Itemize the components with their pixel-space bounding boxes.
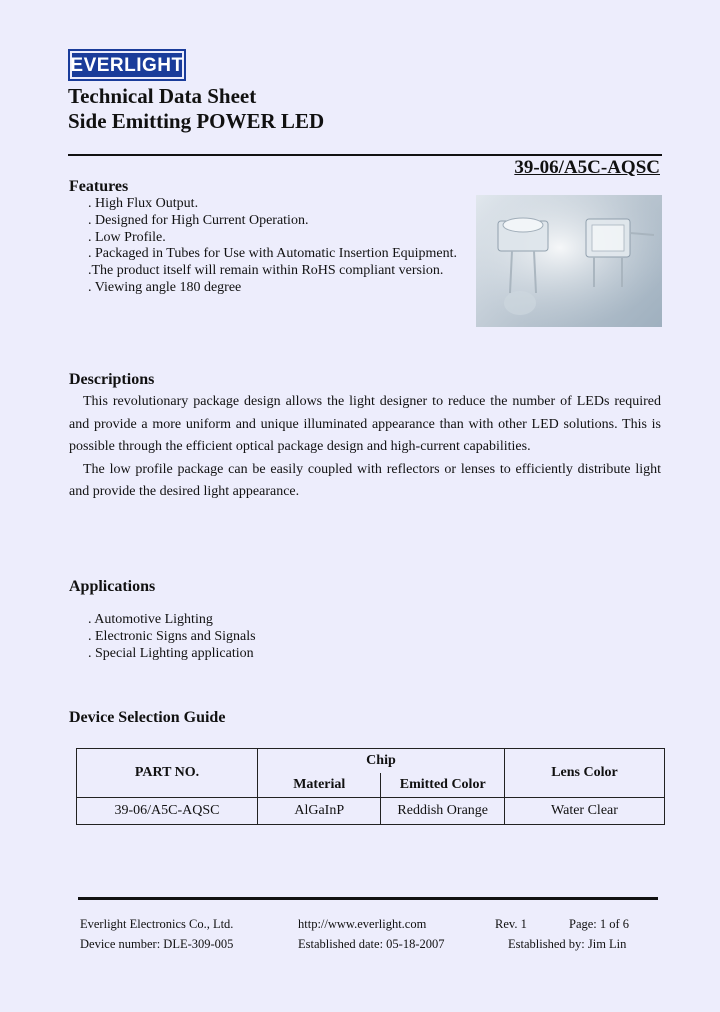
footer-page: Page: 1 of 6 (569, 917, 630, 931)
product-photo (476, 195, 662, 327)
feature-item: . Packaged in Tubes for Use with Automatic Insertion Equipment. (88, 246, 458, 262)
footer-device-number: Device number: DLE-309-005 (80, 937, 234, 951)
footer-revision: Rev. 1 (495, 917, 527, 931)
application-item: . Special Lighting application (88, 646, 254, 661)
footer-divider (78, 897, 658, 900)
application-item: . Electronic Signs and Signals (88, 629, 256, 644)
descriptions-heading: Descriptions (69, 371, 155, 388)
description-paragraph: The low profile package can be easily coupled with reflectors or lenses to efficiently distribute light and provide the desired light appearance. (69, 461, 661, 499)
feature-item: . High Flux Output. (88, 196, 199, 211)
feature-item: . Viewing angle 180 degree (88, 279, 242, 295)
col-lens-color: Lens Color (504, 749, 664, 798)
col-emitted-color: Emitted Color (381, 773, 504, 798)
selection-guide-table (76, 748, 665, 825)
product-title: Side Emitting POWER LED (68, 109, 325, 133)
features-heading: Features (69, 178, 129, 195)
feature-item: . Designed for High Current Operation. (88, 212, 309, 228)
cell-material: AlGaInP (258, 798, 381, 825)
cell-lens-color: Water Clear (504, 798, 664, 825)
features-list (88, 196, 457, 297)
col-part-number: PART NO. (77, 749, 258, 798)
document-title: Technical Data Sheet (68, 84, 257, 108)
footer-established-by: Established by: Jim Lin (508, 937, 627, 951)
applications-list (88, 611, 256, 662)
col-material: Material (258, 773, 381, 798)
table-row (77, 798, 665, 825)
logo-text: EVERLIGHT (70, 54, 184, 76)
cell-part-number: 39-06/A5C-AQSC (77, 798, 258, 825)
feature-item: .The product itself will remain within RoHS compliant version. (88, 263, 444, 279)
footer-company: Everlight Electronics Co., Ltd. (80, 917, 234, 931)
description-paragraph: This revolutionary package design allows the light designer to reduce the number of LEDs required and provide a more uniform and unique illuminated appearance than with other LED solutions. This is possible through the efficient optical package design and high-current capabilities. (69, 394, 661, 454)
part-number-header: 39-06/A5C-AQSC (514, 157, 660, 178)
selection-guide-heading: Device Selection Guide (69, 709, 226, 726)
application-item: . Automotive Lighting (88, 612, 213, 627)
applications-heading: Applications (69, 578, 156, 595)
led-illustration (476, 195, 662, 327)
footer-url[interactable]: http://www.everlight.com (298, 917, 427, 931)
footer-established-date: Established date: 05-18-2007 (298, 937, 445, 951)
feature-item: . Low Profile. (88, 229, 166, 245)
cell-emitted-color: Reddish Orange (381, 798, 504, 825)
company-logo (68, 49, 186, 81)
descriptions-body (69, 391, 661, 504)
col-chip: Chip (258, 749, 505, 774)
